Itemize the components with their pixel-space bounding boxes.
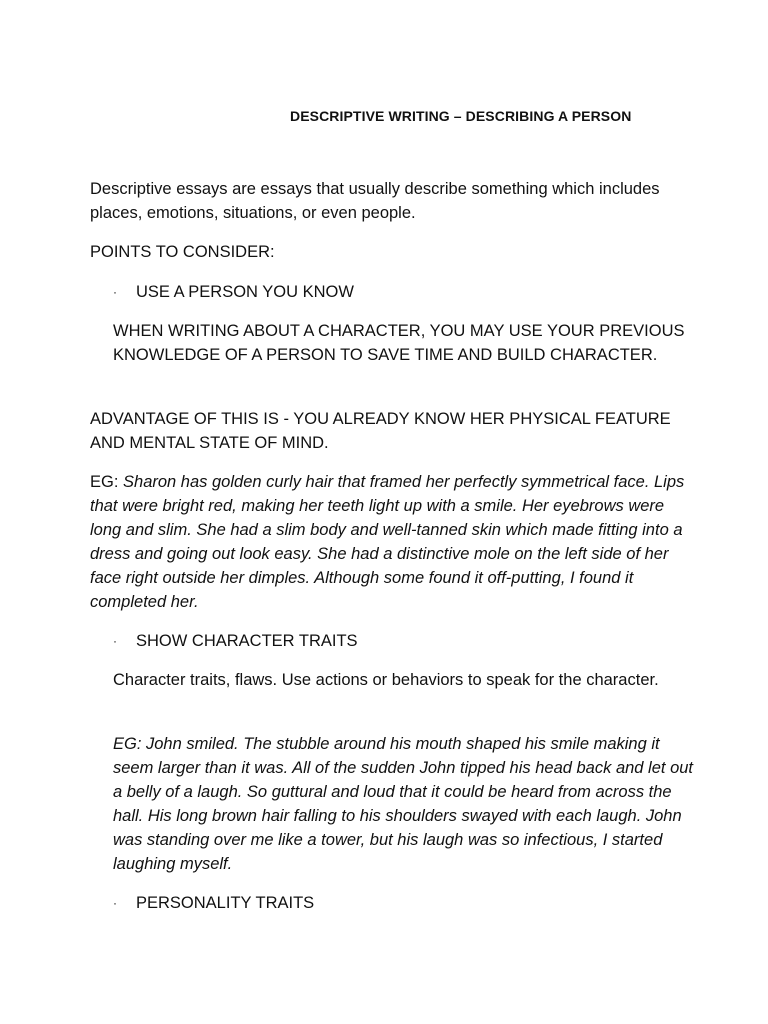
bullet-label: SHOW CHARACTER TRAITS	[136, 632, 358, 650]
bullet-use-a-person	[113, 280, 354, 304]
bullet-show-character-traits	[113, 629, 358, 653]
advantage-paragraph: ADVANTAGE OF THIS IS - YOU ALREADY KNOW HER PHYSICAL FEATURE AND MENTAL STATE OF MIND.	[90, 410, 671, 452]
intro-paragraph: Descriptive essays are essays that usually describe something which includes places, emotions, situations, or even people.	[90, 180, 660, 222]
points-heading: POINTS TO CONSIDER:	[90, 243, 275, 261]
section1-body: WHEN WRITING ABOUT A CHARACTER, YOU MAY USE YOUR PREVIOUS KNOWLEDGE OF A PERSON TO SAVE TIME AND BUILD CHARACTER.	[113, 322, 685, 364]
document-title: DESCRIPTIVE WRITING – DESCRIBING A PERSON	[290, 108, 632, 124]
section2-body: Character traits, flaws. Use actions or behaviors to speak for the character.	[113, 671, 659, 689]
bullet-dot-icon: ·	[113, 634, 117, 648]
bullet-dot-icon: ·	[113, 896, 117, 910]
bullet-dot-icon: ·	[113, 285, 117, 299]
example-prefix: EG:	[90, 473, 124, 491]
bullet-personality-traits	[113, 891, 314, 915]
bullet-label: USE A PERSON YOU KNOW	[136, 283, 354, 301]
example-text: Sharon has golden curly hair that framed her perfectly symmetrical face. Lips that were bright red, making her teeth light up with a smile. Her eyebrows were long and slim. She had a slim body and well-tanned skin which made fitting into a dress and going out look easy. She had a distinctive mole on the left side of her face right outside her dimples. Although some found it off-putting, I found it completed her.	[90, 473, 685, 611]
example-john: EG: John smiled. The stubble around his mouth shaped his smile making it seem larger than it was. All of the sudden John tipped his head back and let out a belly of a laugh. So guttural and loud that it could be heard from across the hall. His long brown hair falling to his shoulders swayed with each laugh. John was standing over me like a tower, but his laugh was so infectious, I started laughing myself.	[113, 735, 694, 873]
bullet-label: PERSONALITY TRAITS	[136, 894, 315, 912]
example-sharon	[90, 470, 690, 614]
